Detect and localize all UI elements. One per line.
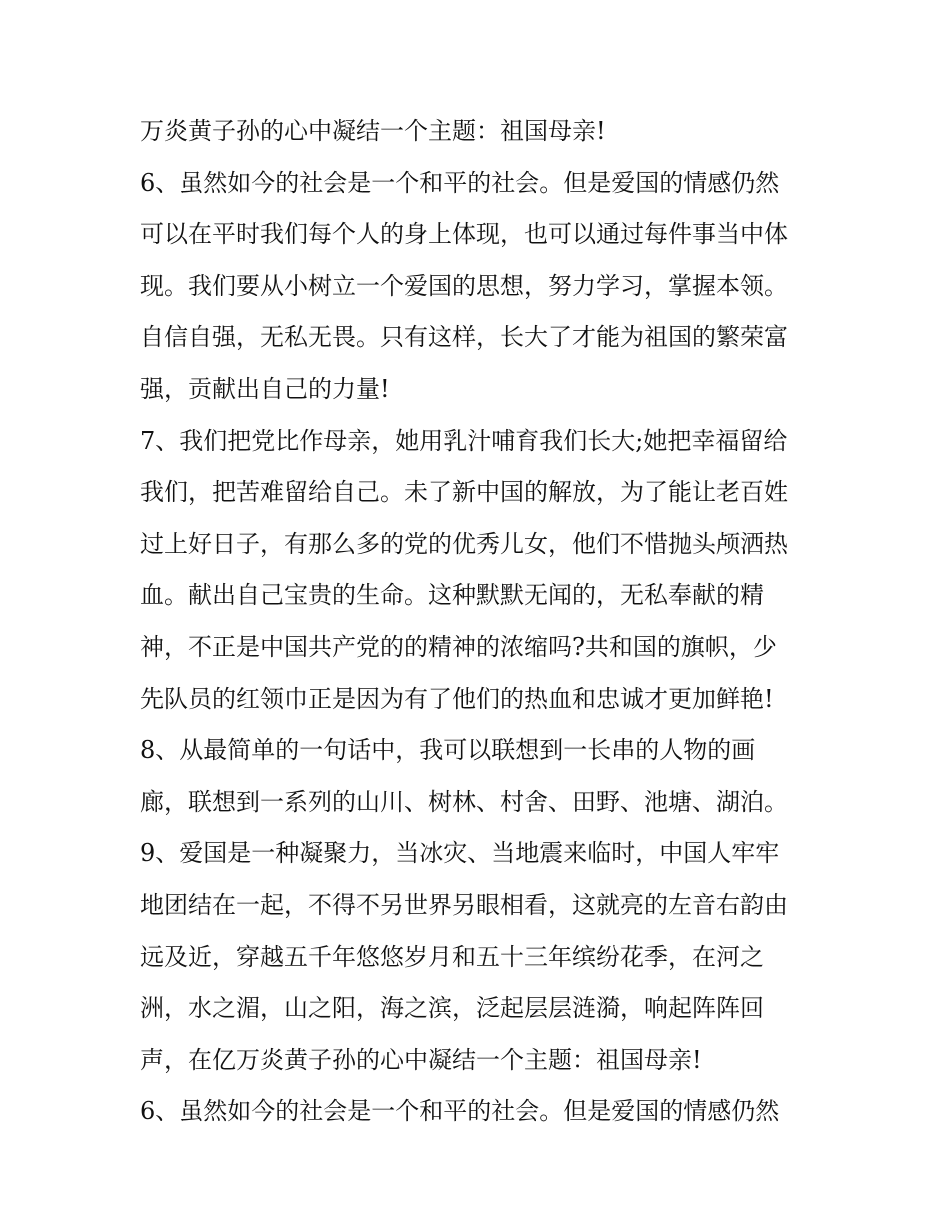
text-line: 万炎黄子孙的心中凝结一个主题：祖国母亲! bbox=[140, 117, 606, 145]
text-line: 远及近，穿越五千年悠悠岁月和五十三年缤纷花季，在河之 bbox=[140, 942, 764, 971]
text-line: 8、从最简单的一句话中，我可以联想到一长串的人物的画 bbox=[140, 736, 756, 765]
text-line: 7、我们把党比作母亲，她用乳汁哺育我们长大;她把幸福留给 bbox=[140, 426, 788, 455]
text-line: 先队员的红领巾正是因为有了他们的热血和忠诚才更加鲜艳! bbox=[140, 684, 774, 713]
text-line: 6、虽然如今的社会是一个和平的社会。但是爱国的情感仍然 bbox=[140, 1097, 780, 1126]
text-line: 血。献出自己宝贵的生命。这种默默无闻的，无私奉献的精 bbox=[140, 581, 764, 610]
text-line: 我们，把苦难留给自己。未了新中国的解放，为了能让老百姓 bbox=[140, 478, 788, 507]
text-line: 地团结在一起，不得不另世界另眼相看，这就亮的左音右韵由 bbox=[140, 890, 788, 919]
text-line: 廊，联想到一系列的山川、树林、村舍、田野、池塘、湖泊。 bbox=[140, 787, 788, 816]
text-line: 自信自强，无私无畏。只有这样，长大了才能为祖国的繁荣富 bbox=[140, 323, 788, 352]
text-line: 现。我们要从小树立一个爱国的思想，努力学习，掌握本领。 bbox=[140, 271, 788, 300]
text-line: 6、虽然如今的社会是一个和平的社会。但是爱国的情感仍然 bbox=[140, 168, 780, 197]
text-line: 可以在平时我们每个人的身上体现，也可以通过每件事当中体 bbox=[140, 220, 788, 249]
text-line: 洲，水之湄，山之阳，海之滨，泛起层层涟漪，响起阵阵回 bbox=[140, 994, 764, 1023]
text-line: 9、爱国是一种凝聚力，当冰灾、当地震来临时，中国人牢牢 bbox=[140, 839, 780, 868]
text-line: 声，在亿万炎黄子孙的心中凝结一个主题：祖国母亲! bbox=[140, 1045, 702, 1074]
text-line: 强，贡献出自己的力量! bbox=[140, 374, 390, 403]
text-line: 神，不正是中国共产党的的精神的浓缩吗?共和国的旗帜，少 bbox=[140, 632, 777, 661]
document-body bbox=[140, 106, 820, 1138]
text-line: 过上好日子，有那么多的党的优秀儿女，他们不惜抛头颅洒热 bbox=[140, 529, 788, 558]
